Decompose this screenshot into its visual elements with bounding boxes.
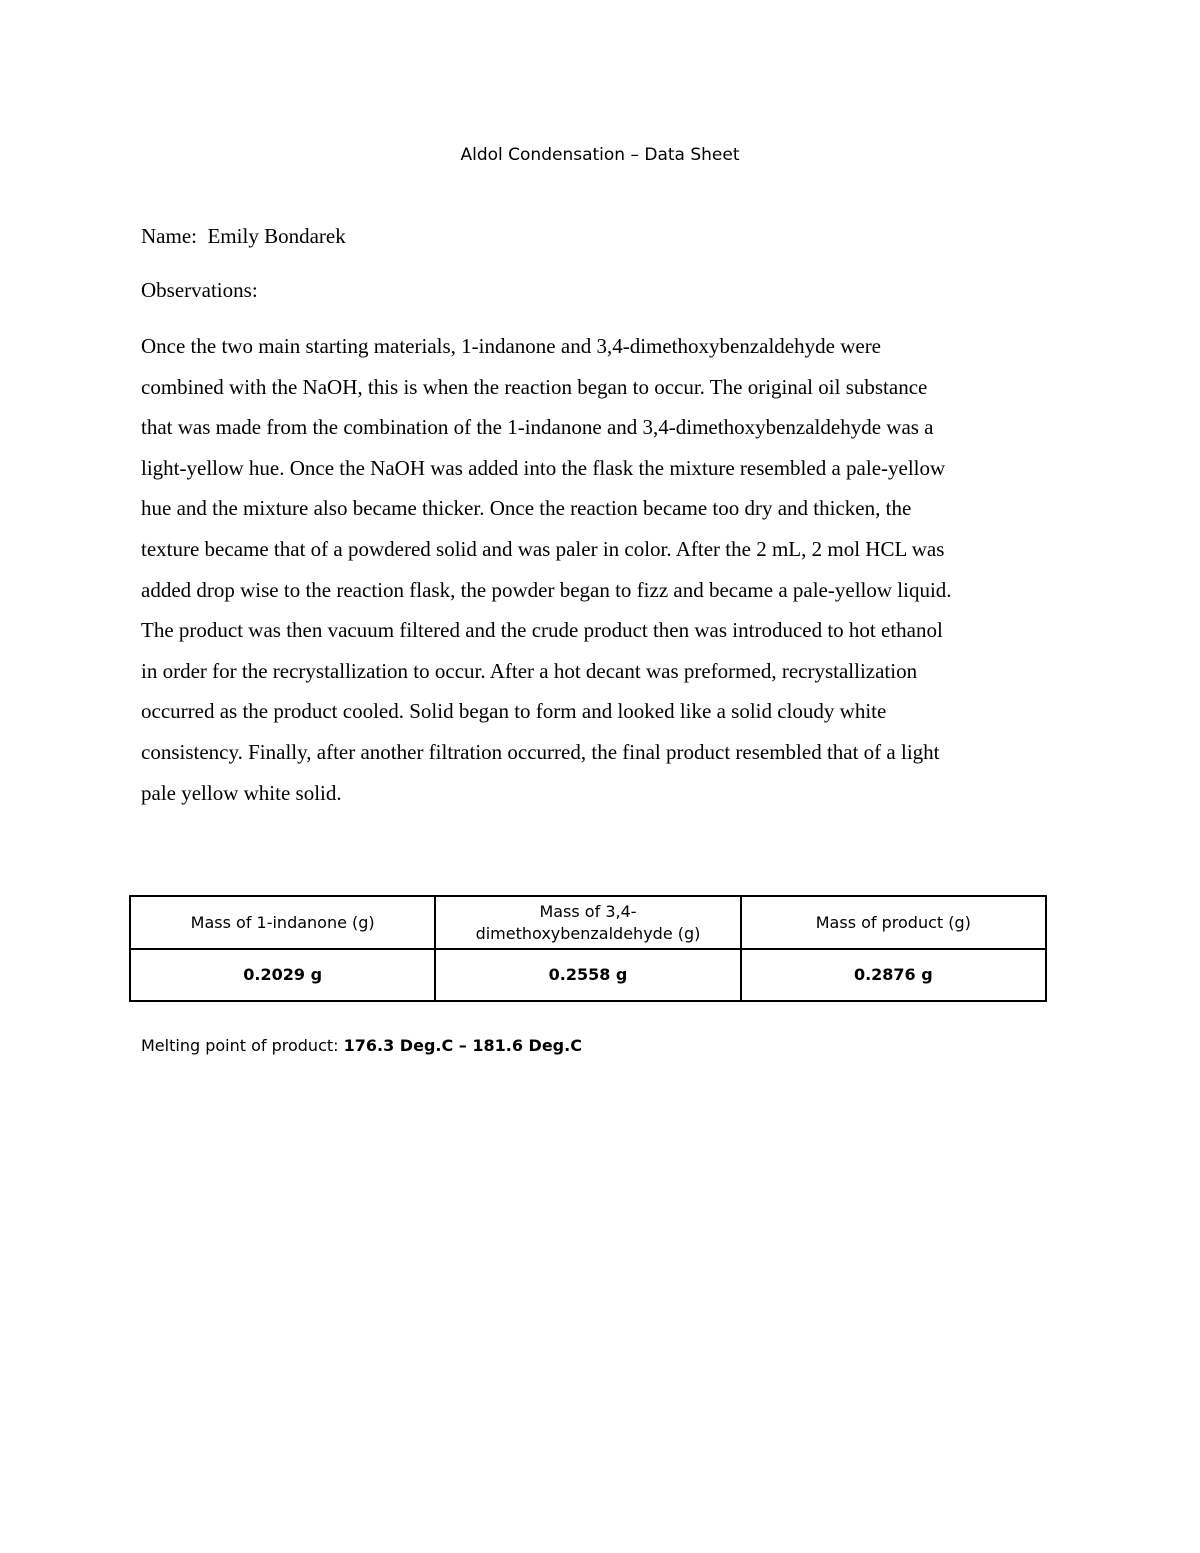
observations-text	[141, 326, 1061, 813]
observations-line: hue and the mixture also became thicker. Once the reaction became too dry and thicken, the	[141, 496, 912, 521]
observations-label: Observations:	[141, 278, 258, 302]
header-cell-product: Mass of product (g)	[741, 896, 1046, 949]
value-cell-product: 0.2876 g	[741, 949, 1046, 1001]
observations-line: The product was then vacuum filtered and the crude product then was introduced to hot ethanol	[141, 618, 943, 643]
melting-point-label: Melting point of product:	[141, 1036, 339, 1055]
mass-data-table	[129, 895, 1047, 1002]
header-cell-dimethoxybenzaldehyde	[435, 896, 740, 949]
value-cell-dimethoxybenzaldehyde: 0.2558 g	[435, 949, 740, 1001]
name-line	[141, 222, 346, 250]
melting-point-value: 176.3 Deg.C – 181.6 Deg.C	[343, 1036, 582, 1055]
header-cell-indanone: Mass of 1-indanone (g)	[130, 896, 435, 949]
observations-line: in order for the recrystallization to occur. After a hot decant was preformed, recrystallization	[141, 658, 918, 683]
value-cell-indanone: 0.2029 g	[130, 949, 435, 1001]
melting-point-line	[141, 1034, 582, 1058]
observations-line: pale yellow white solid.	[141, 780, 342, 805]
observations-line: texture became that of a powdered solid and was paler in color. After the 2 mL, 2 mol HCL was	[141, 536, 945, 561]
observations-line: combined with the NaOH, this is when the reaction began to occur. The original oil substance	[141, 374, 928, 399]
observations-line: that was made from the combination of the 1-indanone and 3,4-dimethoxybenzaldehyde was a	[141, 415, 934, 440]
observations-line: occurred as the product cooled. Solid began to form and looked like a solid cloudy white	[141, 699, 887, 724]
observations-line: Once the two main starting materials, 1-indanone and 3,4-dimethoxybenzaldehyde were	[141, 334, 882, 358]
page-title: Aldol Condensation – Data Sheet	[460, 145, 740, 165]
observations-line: light-yellow hue. Once the NaOH was added into the flask the mixture resembled a pale-yellow	[141, 455, 946, 480]
table-header-row	[130, 896, 1046, 949]
header-line: Mass of 3,4-	[539, 901, 637, 921]
table-row	[130, 949, 1046, 1001]
observations-line: consistency. Finally, after another filtration occurred, the final product resembled that of a light	[141, 739, 940, 764]
name-value: Emily Bondarek	[207, 224, 346, 248]
observations-line: added drop wise to the reaction flask, the powder began to fizz and became a pale-yellow liquid.	[141, 577, 952, 602]
header-line: dimethoxybenzaldehyde (g)	[475, 923, 701, 943]
name-label: Name:	[141, 224, 197, 248]
